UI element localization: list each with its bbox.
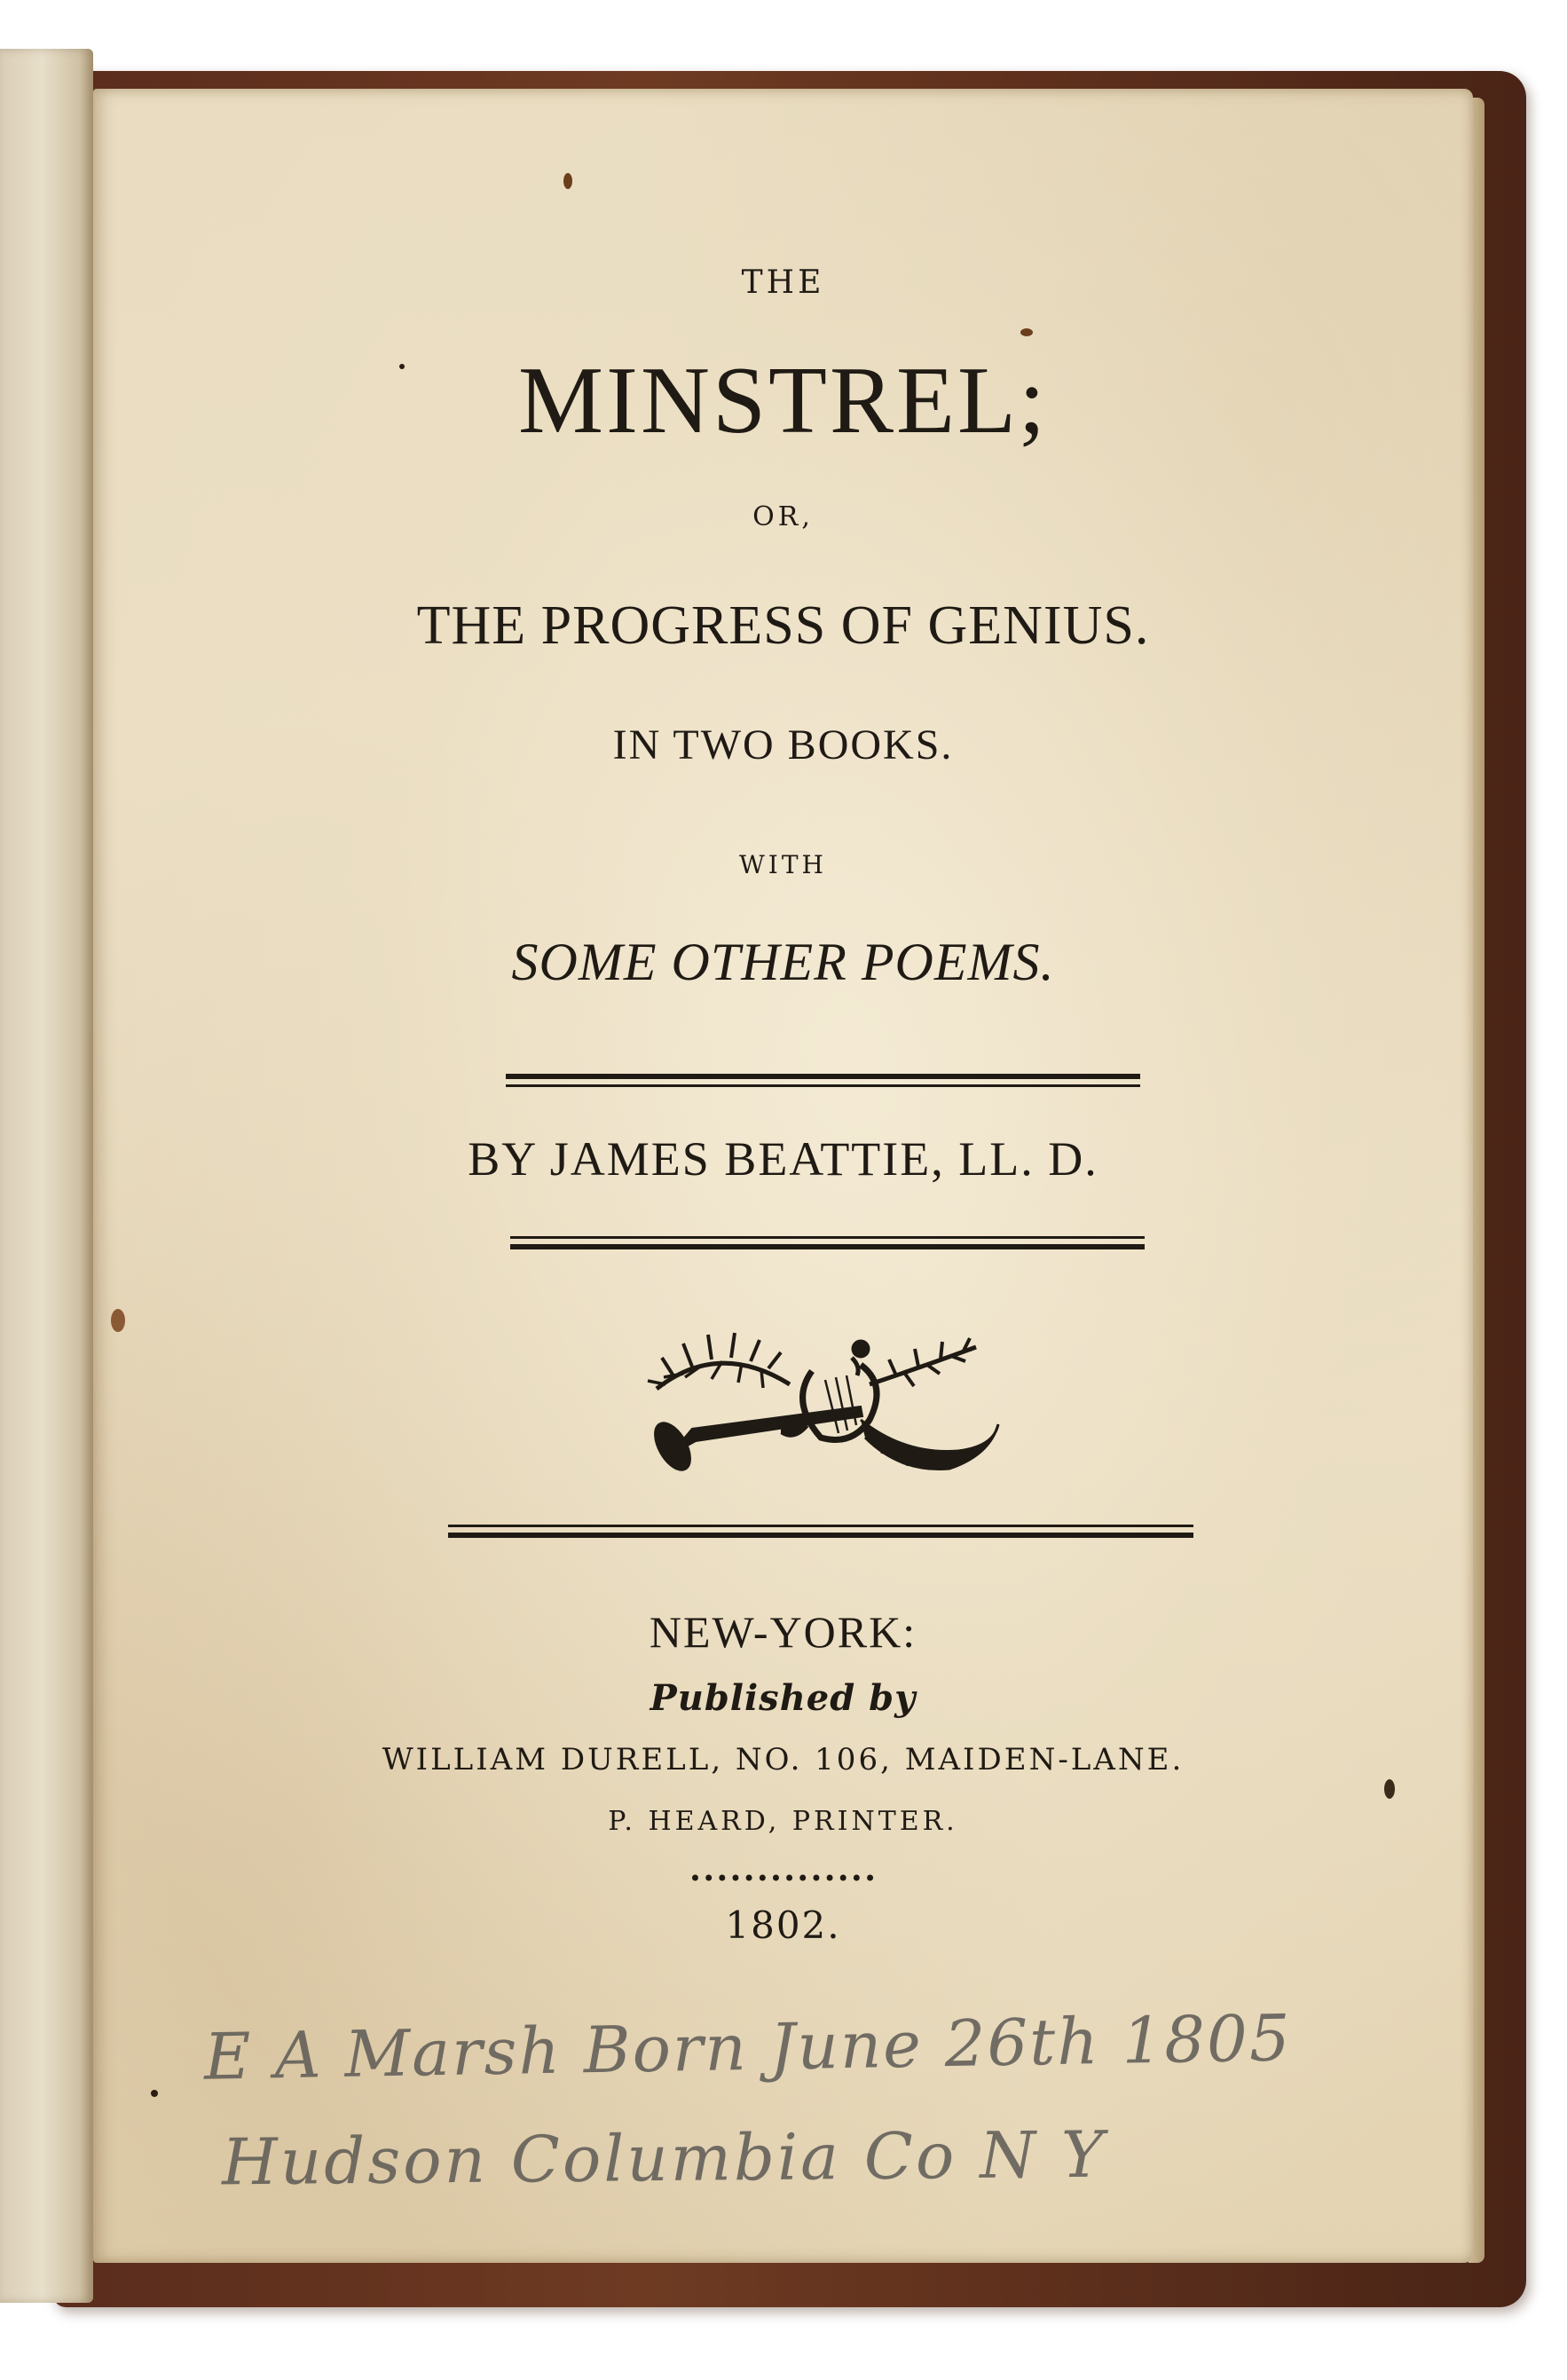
foxing-spot (151, 2090, 158, 2097)
imprint-place: NEW-YORK: (649, 1607, 917, 1657)
double-rule (448, 1525, 1193, 1544)
lyre-trumpet-ornament-icon (639, 1322, 1012, 1478)
other-poems-note: SOME OTHER POEMS. (511, 933, 1055, 991)
author-line: BY JAMES BEATTIE, LL. D. (468, 1132, 1098, 1186)
rule-thick (506, 1074, 1140, 1079)
title-with: WITH (739, 850, 827, 879)
imprint-printer: P. HEARD, PRINTER. (608, 1806, 958, 1837)
handwritten-inscription-line-1: E A Marsh Born June 26th 1805 (203, 2000, 1293, 2094)
subtitle: THE PROGRESS OF GENIUS. (416, 595, 1150, 656)
foxing-spot (111, 1309, 125, 1332)
foxing-spot (1384, 1779, 1395, 1799)
double-rule (506, 1074, 1140, 1093)
title-article: THE (741, 264, 825, 301)
title-page (93, 89, 1473, 2263)
title-conjunction: OR, (752, 501, 814, 532)
rule-thin (510, 1236, 1145, 1239)
foxing-spot (563, 173, 572, 189)
double-rule (510, 1236, 1145, 1256)
imprint-published-by: Published by (650, 1677, 917, 1719)
imprint-year: 1802. (725, 1903, 841, 1947)
rule-thick (510, 1244, 1145, 1249)
rule-thin (448, 1525, 1193, 1527)
rule-thin (506, 1084, 1140, 1087)
rule-thick (448, 1533, 1193, 1538)
main-title: MINSTREL; (517, 348, 1048, 453)
handwritten-inscription-line-2: Hudson Columbia Co N Y (221, 2116, 1106, 2200)
imprint-separator: •••••••••••••• (689, 1866, 878, 1891)
foxing-spot (1020, 328, 1033, 336)
left-endpaper (0, 49, 93, 2303)
volume-note: IN TWO BOOKS. (612, 721, 954, 768)
imprint-publisher: WILLIAM DURELL, NO. 106, MAIDEN-LANE. (382, 1742, 1185, 1777)
